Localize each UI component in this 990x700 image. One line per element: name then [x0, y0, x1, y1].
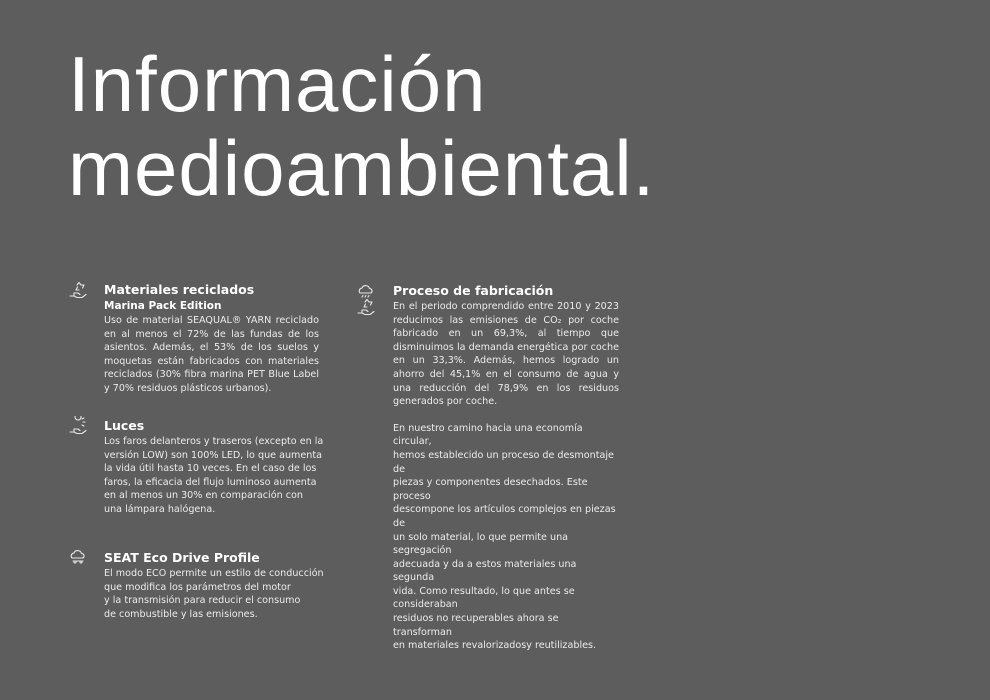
- section-materials: [104, 282, 319, 396]
- section-body: El modo ECO permite un estilo de conducción que modifica los parámetros del motor y la transmisión para reducir el consumo de combustible y las emisiones.: [104, 568, 324, 620]
- section-body: Uso de material SEAQUAL® YARN reciclado en al menos el 72% de las fundas de los asientos. Además, el 53% de los suelos y moquetas están fabricados con materiales reciclados (30% fibra marina PET Blue Label y 70% residuos plásticos urbanos).: [104, 315, 319, 394]
- section-heading: SEAT Eco Drive Profile: [104, 550, 260, 565]
- section-manufacturing: [393, 283, 619, 653]
- section-heading: Luces: [104, 418, 145, 433]
- section-subheading: Marina Pack Edition: [104, 300, 222, 312]
- page-title: [68, 42, 655, 210]
- hand-recycle-icon: [68, 280, 88, 300]
- hand-recycle-icon: [356, 297, 376, 317]
- section-lights: [104, 418, 324, 517]
- section-body-1: En el periodo comprendido entre 2010 y 2023 reducimos las emisiones de CO₂ por coche fabricado en un 69,3%, al tiempo que disminuimos la demanda energética por coche en un 33,3%. Además, hemos logrado un ahorro del 45,1% en el consumo de agua y una reducción del 78,9% en los residuos generados por coche.: [393, 301, 619, 408]
- section-ecodrive: [104, 550, 324, 621]
- section-body-2: En nuestro camino hacia una economía circular, hemos establecido un proceso de desmontaje de piezas y componentes desechados. Este proceso descompone los artículos complejos en piezas de un solo material, lo que permite una segregación adecuada y da a estos materiales una segunda vida. Como resultado, lo que antes se consideraban residuos no recuperables ahora se transforman en materiales revalorizadosy reutilizables.: [393, 422, 616, 652]
- section-body: Los faros delanteros y traseros (excepto en la versión LOW) son 100% LED, lo que aumenta la vida útil hasta 10 veces. En el caso de los faros, la eficacia del flujo luminoso aumenta en al menos un 30% en comparación con una lámpara halógena.: [104, 436, 324, 515]
- car-cloud-icon: [68, 547, 88, 567]
- title-line-1: Información: [68, 40, 487, 128]
- hand-light-icon: [68, 416, 88, 436]
- section-heading: Materiales reciclados: [104, 282, 255, 297]
- section-heading: Proceso de fabricación: [393, 283, 554, 298]
- title-line-2: medioambiental.: [68, 124, 656, 212]
